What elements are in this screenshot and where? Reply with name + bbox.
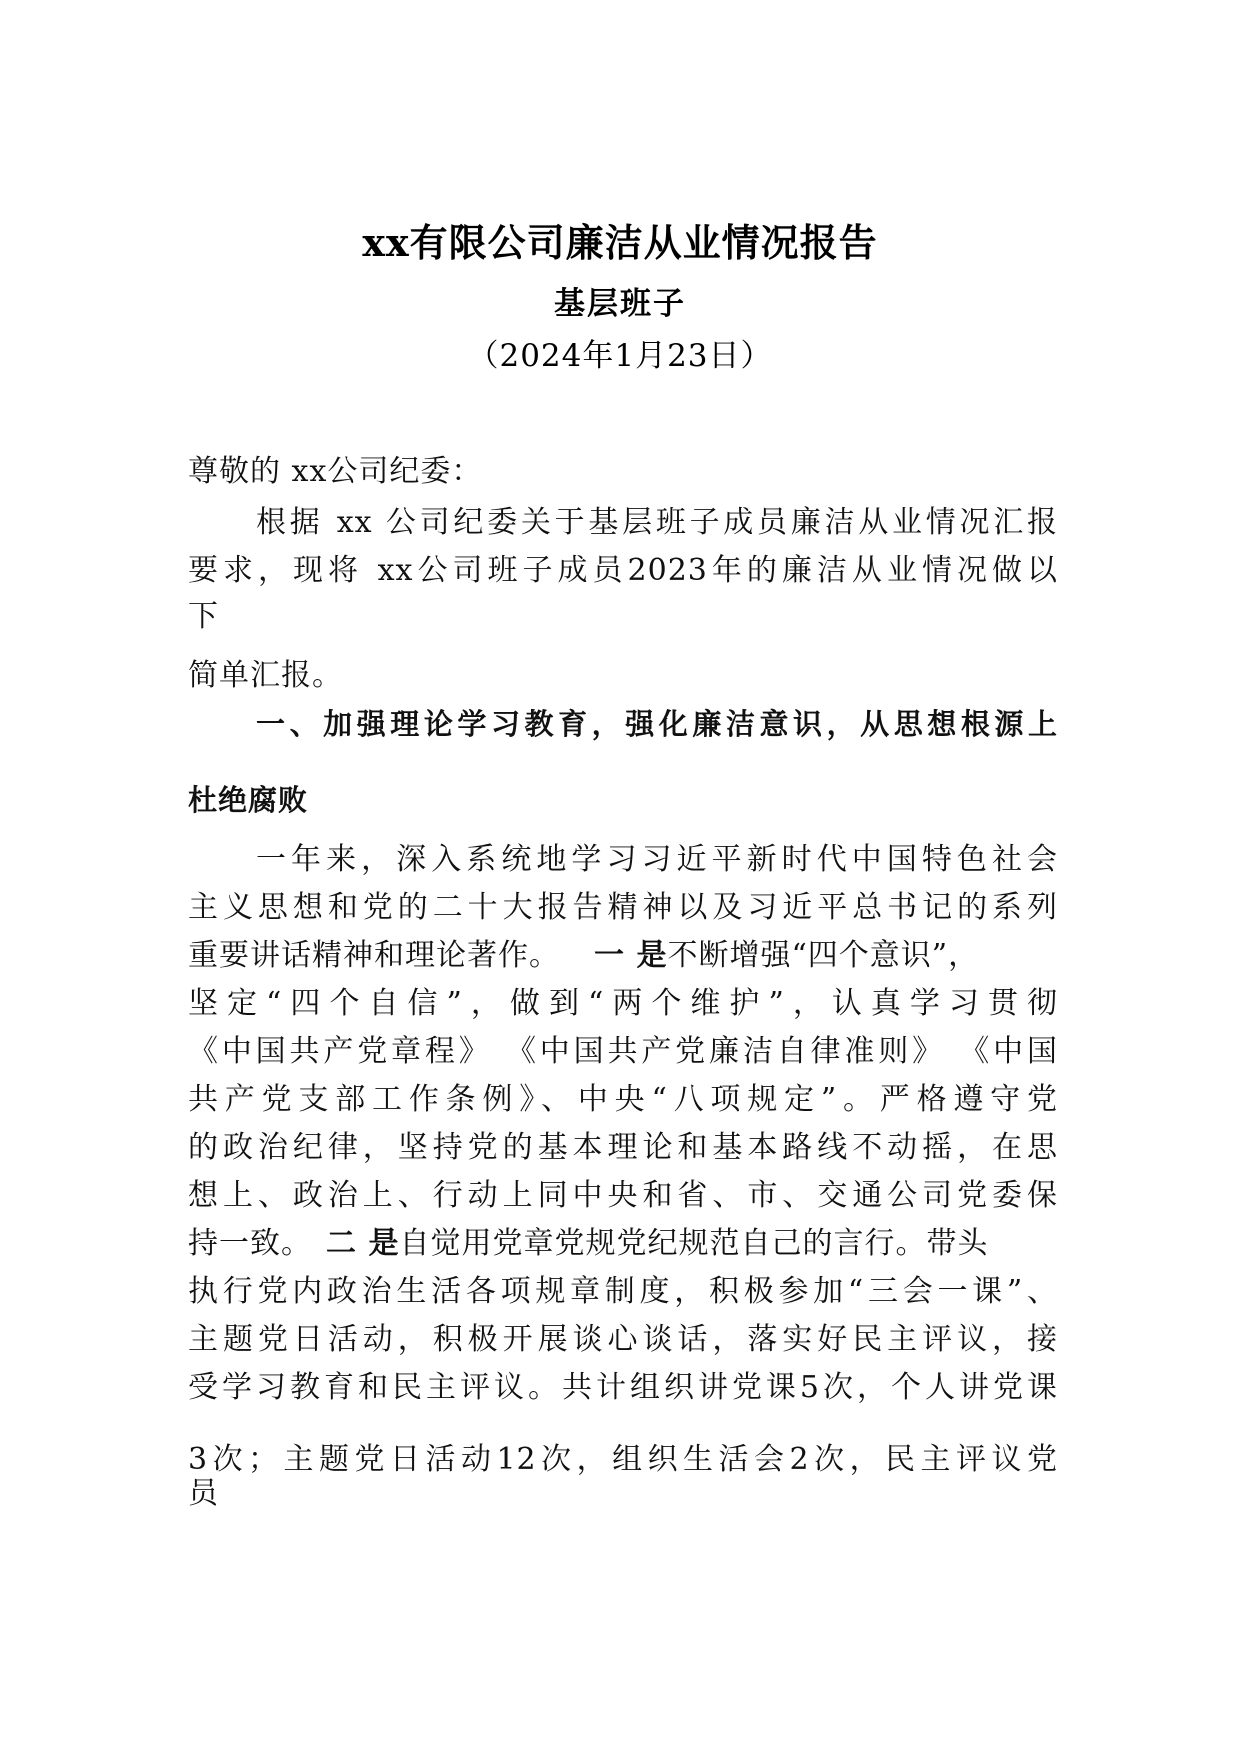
body-line-12: 受学习教育和民主评议。共计组织讲党课5次，个人讲党课 [188,1370,1058,1405]
body-line-2: 主义思想和党的二十大报告精神以及习近平总书记的系列 [188,890,1058,925]
body-line-3-text: 重要讲话精神和理论著作。 [188,938,560,973]
document-subtitle: 基层班子 [554,286,686,322]
intro-line-3: 下 [188,599,219,634]
body-line-11: 主题党日活动，积极开展谈心谈话，落实好民主评议，接 [188,1322,1058,1357]
body-line-3-rest: 不断增强“四个意识”， [667,938,980,973]
body-line-14: 员 [188,1476,219,1511]
body-line-7: 的政治纪律，坚持党的基本理论和基本路线不动摇，在思 [188,1130,1058,1165]
intro-line-2: 要求，现将 xx公司班子成员2023年的廉洁从业情况做以 [188,553,1058,588]
document-title: xx有限公司廉洁从业情况报告 [362,220,878,265]
salutation: 尊敬的 xx公司纪委： [188,454,483,489]
body-line-9 [188,1224,1058,1264]
body-line-3 [188,936,1058,976]
intro-line-1: 根据 xx 公司纪委关于基层班子成员廉洁从业情况汇报 [256,505,1058,540]
document-date: （2024年1月23日） [467,338,773,374]
body-line-1: 一年来，深入系统地学习习近平新时代中国特色社会 [256,842,1058,877]
section-heading-line-2: 杜绝腐败 [188,783,309,817]
body-line-9-rest: 自觉用党章党规党纪规范自己的言行。带头 [399,1226,989,1261]
body-line-10: 执行党内政治生活各项规章制度，积极参加“三会一课”、 [188,1274,1058,1309]
point-one-marker: 一 是 [594,938,668,973]
section-heading-line-1: 一、加强理论学习教育，强化廉洁意识，从思想根源上 [256,707,1058,741]
body-line-6: 共产党支部工作条例》、中央“八项规定”。严格遵守党 [188,1082,1058,1117]
body-line-9-text: 持一致。 [188,1226,312,1261]
body-line-5: 《中国共产党章程》 《中国共产党廉洁自律准则》 《中国 [188,1034,1058,1069]
intro-line-4: 简单汇报。 [188,658,343,693]
body-line-4: 坚定“四个自信”，做到“两个维护”，认真学习贯彻 [188,986,1058,1021]
point-two-marker: 二 是 [326,1226,400,1261]
body-line-8: 想上、政治上、行动上同中央和省、市、交通公司党委保 [188,1178,1058,1213]
body-line-13: 3次；主题党日活动12次，组织生活会2次，民主评议党 [188,1442,1058,1477]
